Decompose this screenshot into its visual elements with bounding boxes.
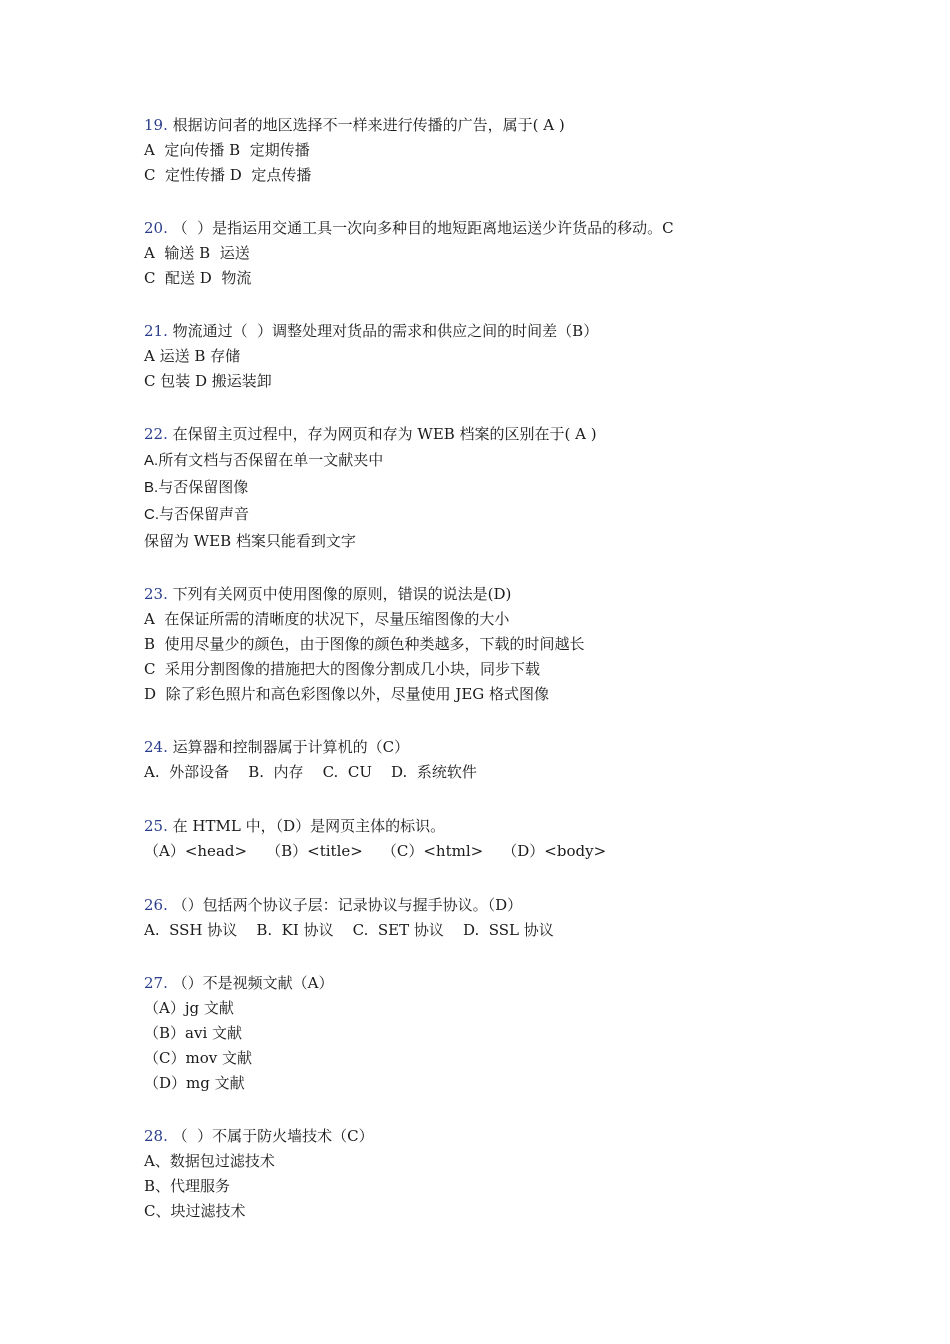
question-text: 根据访问者的地区选择不一样来进行传播的广告，属于( A ) [167, 116, 565, 134]
option-line: D 除了彩色照片和高色彩图像以外，尽量使用 JEG 格式图像 [144, 685, 550, 703]
option-prefix: A. [144, 452, 159, 469]
question-text: 运算器和控制器属于计算机的（C） [167, 738, 410, 756]
question-stem [144, 319, 844, 344]
question-number: 25. [144, 817, 168, 835]
question-23 [144, 582, 844, 707]
option-line: （C）mov 文献 [144, 1049, 252, 1067]
option-line [144, 501, 844, 528]
question-text: （）包括两个协议子层：记录协议与握手协议。（D） [167, 896, 523, 914]
option-line: （A）jg 文献 [144, 999, 234, 1017]
question-24 [144, 735, 844, 785]
question-text: （ ）是指运用交通工具一次向多种目的地短距离地运送少许货品的移动。C [167, 219, 674, 237]
option-line: A、数据包过滤技术 [144, 1152, 275, 1170]
question-21 [144, 319, 844, 394]
question-text: 物流通过（ ）调整处理对货品的需求和供应之间的时间差（B） [167, 322, 599, 340]
question-text: （ ）不属于防火墙技术（C） [167, 1127, 374, 1145]
question-number: 27. [144, 974, 168, 992]
question-text: 在 HTML 中，（D）是网页主体的标识。 [167, 817, 446, 835]
option-text: 与否保留图像 [158, 478, 249, 496]
question-stem [144, 1124, 844, 1149]
question-stem [144, 582, 844, 607]
option-line: （D）mg 文献 [144, 1074, 245, 1092]
question-27 [144, 971, 844, 1096]
question-stem [144, 971, 844, 996]
option-line [144, 447, 844, 474]
question-stem [144, 814, 844, 839]
question-number: 26. [144, 896, 168, 914]
question-26 [144, 893, 844, 943]
question-22 [144, 422, 844, 555]
question-number: 28. [144, 1127, 168, 1145]
question-number: 24. [144, 738, 168, 756]
question-stem [144, 216, 844, 241]
question-text: 下列有关网页中使用图像的原则，错误的说法是(D) [167, 585, 512, 603]
option-line: C、块过滤技术 [144, 1202, 246, 1220]
question-19 [144, 113, 844, 188]
option-line: A 定向传播 B 定期传播 [144, 141, 310, 159]
option-prefix: B. [144, 479, 159, 496]
option-line: （B）avi 文献 [144, 1024, 243, 1042]
option-line: B、代理服务 [144, 1177, 231, 1195]
question-stem [144, 422, 844, 447]
question-20 [144, 216, 844, 291]
question-text: （）不是视频文献（A） [167, 974, 334, 992]
question-text: 在保留主页过程中，存为网页和存为 WEB 档案的区别在于( A ) [167, 425, 597, 443]
option-line: C 采用分割图像的措施把大的图像分割成几小块，同步下载 [144, 660, 541, 678]
question-stem [144, 735, 844, 760]
option-line: A 在保证所需的清晰度的状况下，尽量压缩图像的大小 [144, 610, 510, 628]
option-line: A. 外部设备 B. 内存 C. CU D. 系统软件 [144, 763, 477, 781]
option-text: 与否保留声音 [159, 505, 250, 523]
option-line [144, 474, 844, 501]
option-line: A 输送 B 运送 [144, 244, 250, 262]
question-number: 23. [144, 585, 168, 603]
question-number: 22. [144, 425, 168, 443]
option-line: （A）<head> （B）<title> （C）<html> （D）<body> [144, 842, 607, 860]
question-number: 19. [144, 116, 168, 134]
question-28 [144, 1124, 844, 1224]
option-prefix: C. [144, 506, 159, 523]
option-line: C 配送 D 物流 [144, 269, 252, 287]
option-line: B 使用尽量少的颜色，由于图像的颜色种类越多，下载的时间越长 [144, 635, 585, 653]
question-stem [144, 893, 844, 918]
option-line: C 包装 D 搬运装卸 [144, 372, 272, 390]
option-line: C 定性传播 D 定点传播 [144, 166, 312, 184]
option-text: 所有文档与否保留在单一文献夹中 [158, 451, 384, 469]
option-line: 保留为 WEB 档案只能看到文字 [144, 532, 356, 550]
question-number: 21. [144, 322, 168, 340]
option-line: A. SSH 协议 B. KI 协议 C. SET 协议 D. SSL 协议 [144, 921, 554, 939]
option-line: A 运送 B 存储 [144, 347, 241, 365]
question-number: 20. [144, 219, 168, 237]
question-stem [144, 113, 844, 138]
question-25 [144, 814, 844, 864]
